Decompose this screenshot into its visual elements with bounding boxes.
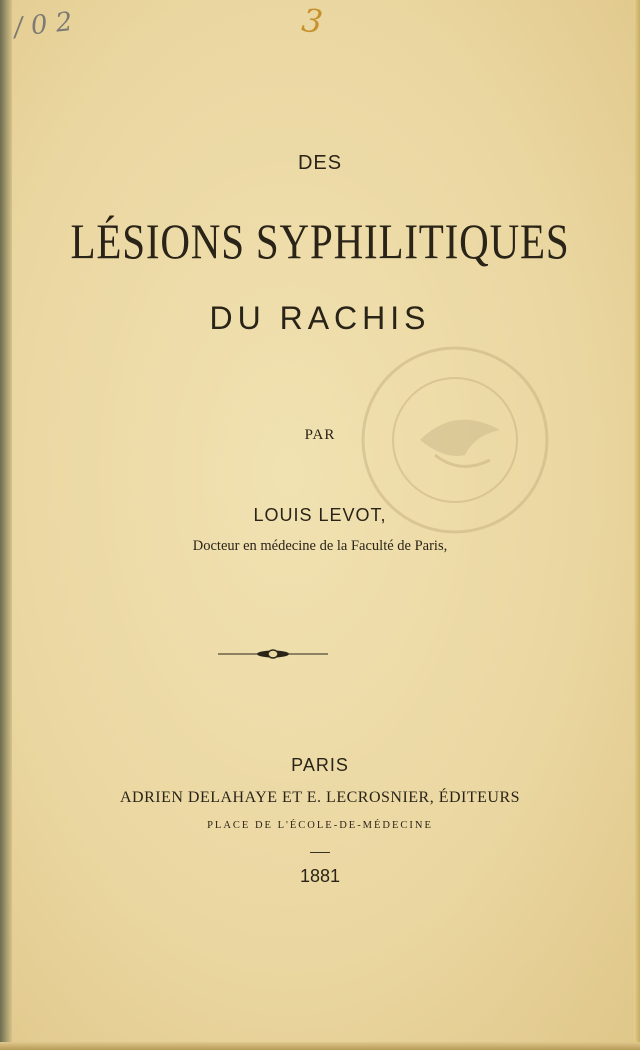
publishers: ADRIEN DELAHAYE ET E. LECROSNIER, ÉDITEURS <box>119 789 521 806</box>
divider-rule <box>310 852 330 853</box>
author-name: LOUIS LEVOT, <box>253 505 387 525</box>
publication-city: PARIS <box>291 755 349 775</box>
main-title: LÉSIONS SYPHILITIQUES <box>70 213 570 269</box>
author-credentials: Docteur en médecine de la Faculté de Paris, <box>192 538 448 554</box>
handwritten-shelfmark: / 0 2 <box>12 7 74 43</box>
ornamental-divider-icon <box>218 648 328 660</box>
pre-title: DES <box>297 152 343 174</box>
pencil-number: 3 <box>299 0 325 42</box>
publisher-address: PLACE DE L'ÉCOLE-DE-MÉDECINE <box>207 820 433 831</box>
publication-year: 1881 <box>299 866 341 886</box>
subtitle: DU RACHIS <box>209 300 431 336</box>
by-label: PAR <box>304 427 336 443</box>
page-bottom-edge <box>0 1042 640 1050</box>
